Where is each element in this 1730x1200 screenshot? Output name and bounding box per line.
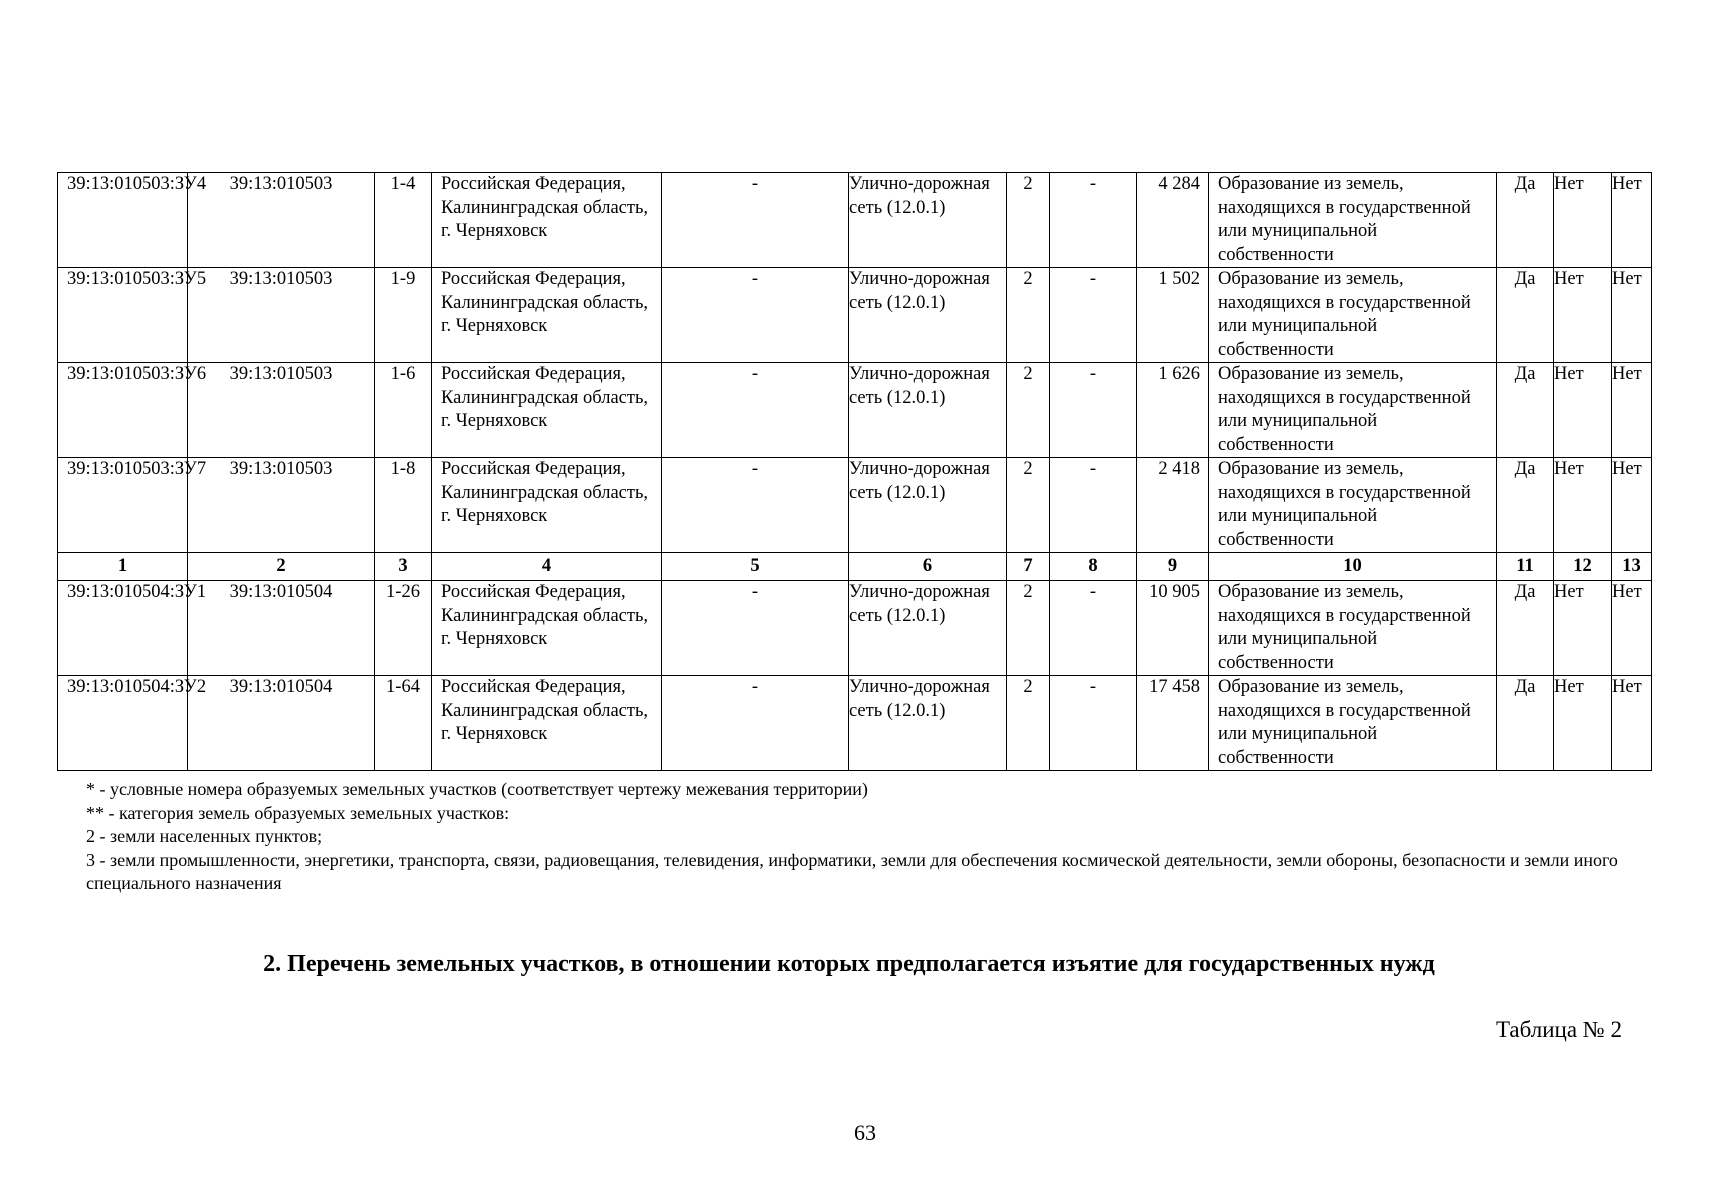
col13-cell: Нет <box>1612 363 1652 458</box>
address-cell: Российская Федерация, Калининградская область, г. Черняховск <box>432 363 662 458</box>
plot-number-cell: 39:13:010503:ЗУ4 <box>58 173 188 268</box>
table-row <box>58 676 1652 771</box>
footnote: * - условные номера образуемых земельных участков (соответствует чертежу межевания территории) <box>86 779 868 799</box>
category-cell: 2 <box>1007 173 1050 268</box>
col8-cell: - <box>1050 173 1137 268</box>
address-cell: Российская Федерация, Калининградская область, г. Черняховск <box>432 173 662 268</box>
footnote: ** - категория земель образуемых земельных участков: <box>86 802 510 823</box>
table-row <box>58 363 1652 458</box>
col8-cell: - <box>1050 676 1137 771</box>
source-cell: 1-26 <box>375 581 432 676</box>
footnote: 3 - земли промышленности, энергетики, транспорта, связи, радиовещания, телевидения, информатики, земли для обеспечения космической деятельности, земли обороны, безопасности и земли иного специального назначения <box>86 849 1618 893</box>
land-use-cell: Улично-дорожная сеть (12.0.1) <box>849 676 1007 771</box>
column-numbers-row <box>58 553 1652 581</box>
column-number: 3 <box>375 553 432 581</box>
column-number: 6 <box>849 553 1007 581</box>
col11-cell: Да <box>1497 268 1554 363</box>
col12-cell: Нет <box>1554 458 1612 553</box>
col11-cell: Да <box>1497 581 1554 676</box>
col11-cell: Да <box>1497 173 1554 268</box>
formation-method-cell: Образование из земель, находящихся в государственной или муниципальной собственности <box>1209 268 1497 363</box>
col13-cell: Нет <box>1612 268 1652 363</box>
address-cell: Российская Федерация, Калининградская область, г. Черняховск <box>432 676 662 771</box>
column-number: 5 <box>662 553 849 581</box>
source-cell: 1-4 <box>375 173 432 268</box>
source-cell: 1-64 <box>375 676 432 771</box>
column-number: 2 <box>188 553 375 581</box>
col13-cell: Нет <box>1612 458 1652 553</box>
cadastral-quarter-cell: 39:13:010504 <box>188 581 375 676</box>
column-number: 11 <box>1497 553 1554 581</box>
footnote: 2 - земли населенных пунктов; <box>86 826 323 846</box>
col12-cell: Нет <box>1554 676 1612 771</box>
land-use-cell: Улично-дорожная сеть (12.0.1) <box>849 268 1007 363</box>
land-use-cell: Улично-дорожная сеть (12.0.1) <box>849 458 1007 553</box>
address-cell: Российская Федерация, Калининградская область, г. Черняховск <box>432 581 662 676</box>
category-cell: 2 <box>1007 676 1050 771</box>
cadastral-quarter-cell: 39:13:010504 <box>188 676 375 771</box>
page-number: 63 <box>854 1120 876 1145</box>
formation-method-cell: Образование из земель, находящихся в государственной или муниципальной собственности <box>1209 458 1497 553</box>
area-cell: 2 418 <box>1137 458 1209 553</box>
formation-method-cell: Образование из земель, находящихся в государственной или муниципальной собственности <box>1209 581 1497 676</box>
column-number: 9 <box>1137 553 1209 581</box>
col13-cell: Нет <box>1612 173 1652 268</box>
table-row <box>58 173 1652 268</box>
col5-cell: - <box>662 173 849 268</box>
table-footnotes <box>86 778 1646 896</box>
cadastral-quarter-cell: 39:13:010503 <box>188 458 375 553</box>
cadastral-quarter-cell: 39:13:010503 <box>188 173 375 268</box>
table-row <box>58 458 1652 553</box>
category-cell: 2 <box>1007 458 1050 553</box>
plot-number-cell: 39:13:010504:ЗУ1 <box>58 581 188 676</box>
col5-cell: - <box>662 363 849 458</box>
address-cell: Российская Федерация, Калининградская область, г. Черняховск <box>432 458 662 553</box>
area-cell: 1 502 <box>1137 268 1209 363</box>
col5-cell: - <box>662 458 849 553</box>
table-row <box>58 268 1652 363</box>
category-cell: 2 <box>1007 581 1050 676</box>
plot-number-cell: 39:13:010503:ЗУ5 <box>58 268 188 363</box>
cadastral-quarter-cell: 39:13:010503 <box>188 268 375 363</box>
col8-cell: - <box>1050 268 1137 363</box>
land-use-cell: Улично-дорожная сеть (12.0.1) <box>849 363 1007 458</box>
table-row <box>58 581 1652 676</box>
cadastral-quarter-cell: 39:13:010503 <box>188 363 375 458</box>
column-number: 7 <box>1007 553 1050 581</box>
col8-cell: - <box>1050 363 1137 458</box>
address-cell: Российская Федерация, Калининградская область, г. Черняховск <box>432 268 662 363</box>
column-number: 13 <box>1612 553 1652 581</box>
land-use-cell: Улично-дорожная сеть (12.0.1) <box>849 581 1007 676</box>
col5-cell: - <box>662 676 849 771</box>
col5-cell: - <box>662 268 849 363</box>
col11-cell: Да <box>1497 363 1554 458</box>
plot-number-cell: 39:13:010503:ЗУ6 <box>58 363 188 458</box>
source-cell: 1-6 <box>375 363 432 458</box>
column-number: 10 <box>1209 553 1497 581</box>
formation-method-cell: Образование из земель, находящихся в государственной или муниципальной собственности <box>1209 676 1497 771</box>
column-number: 12 <box>1554 553 1612 581</box>
col8-cell: - <box>1050 458 1137 553</box>
column-number: 4 <box>432 553 662 581</box>
column-number: 8 <box>1050 553 1137 581</box>
category-cell: 2 <box>1007 268 1050 363</box>
area-cell: 10 905 <box>1137 581 1209 676</box>
section-title: 2. Перечень земельных участков, в отношении которых предполагается изъятие для государственных нужд <box>263 951 1435 977</box>
area-cell: 17 458 <box>1137 676 1209 771</box>
col13-cell: Нет <box>1612 676 1652 771</box>
col5-cell: - <box>662 581 849 676</box>
category-cell: 2 <box>1007 363 1050 458</box>
formation-method-cell: Образование из земель, находящихся в государственной или муниципальной собственности <box>1209 363 1497 458</box>
formation-method-cell: Образование из земель, находящихся в государственной или муниципальной собственности <box>1209 173 1497 268</box>
plot-number-cell: 39:13:010504:ЗУ2 <box>58 676 188 771</box>
col13-cell: Нет <box>1612 581 1652 676</box>
area-cell: 4 284 <box>1137 173 1209 268</box>
col8-cell: - <box>1050 581 1137 676</box>
col11-cell: Да <box>1497 676 1554 771</box>
column-number: 1 <box>58 553 188 581</box>
source-cell: 1-9 <box>375 268 432 363</box>
col11-cell: Да <box>1497 458 1554 553</box>
table-label: Таблица № 2 <box>1495 1017 1622 1042</box>
source-cell: 1-8 <box>375 458 432 553</box>
land-plots-table <box>57 172 1652 771</box>
area-cell: 1 626 <box>1137 363 1209 458</box>
col12-cell: Нет <box>1554 581 1612 676</box>
col12-cell: Нет <box>1554 268 1612 363</box>
plot-number-cell: 39:13:010503:ЗУ7 <box>58 458 188 553</box>
col12-cell: Нет <box>1554 173 1612 268</box>
land-use-cell: Улично-дорожная сеть (12.0.1) <box>849 173 1007 268</box>
col12-cell: Нет <box>1554 363 1612 458</box>
